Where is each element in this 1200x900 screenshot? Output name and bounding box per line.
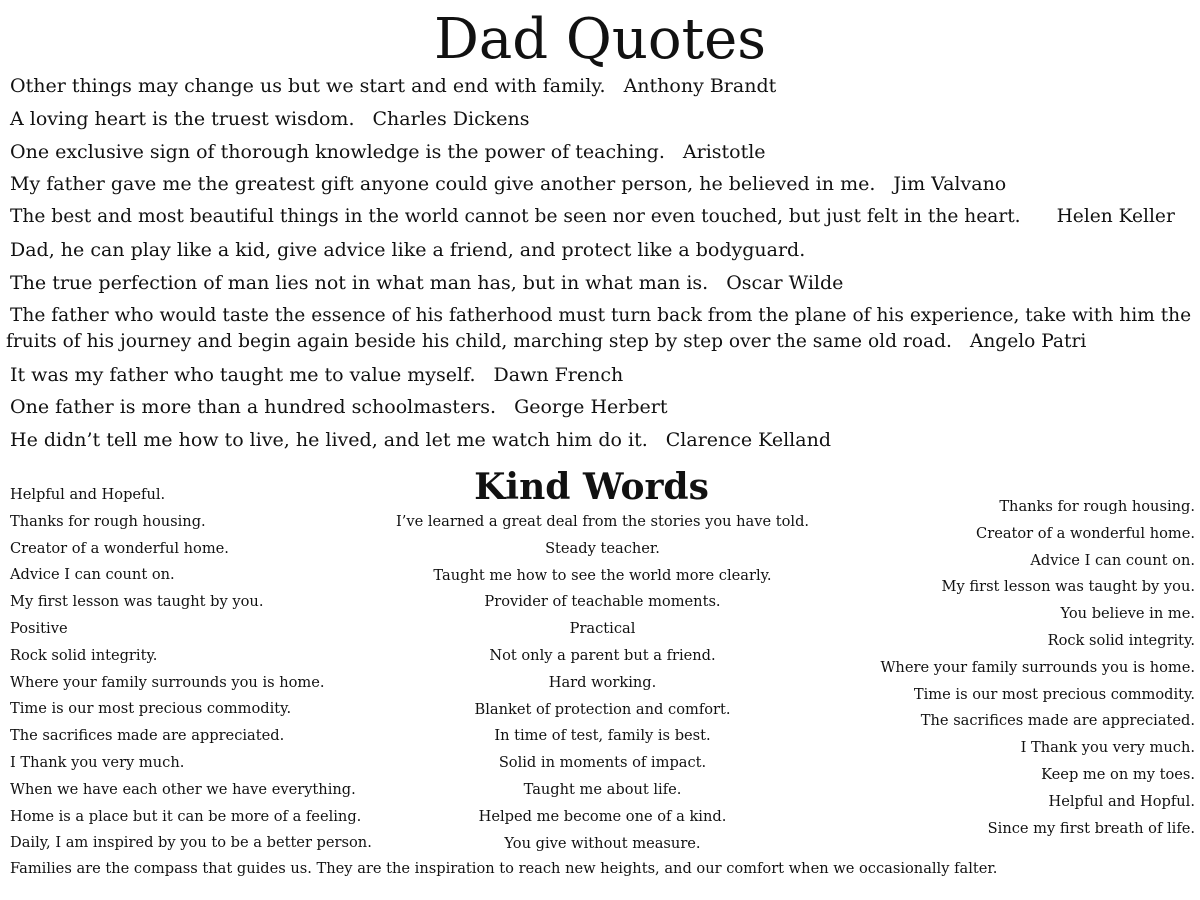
kind-word-item: The sacrifices made are appreciated. <box>920 712 1195 730</box>
kind-word-item: Thanks for rough housing. <box>999 498 1195 515</box>
quote-author: George Herbert <box>514 396 668 419</box>
quote-text: One exclusive sign of thorough knowledge is the power of teaching. <box>10 140 665 163</box>
quote-line <box>0 303 1200 355</box>
quote-text: The true perfection of man lies not in what man has, but in what man is. <box>10 271 709 294</box>
quote-line <box>0 70 1200 103</box>
kind-word-item: Thanks for rough housing. <box>10 512 206 530</box>
quote-author: Clarence Kelland <box>665 429 831 452</box>
quote-text: The best and most beautiful things in the world cannot be seen nor even touched, but just felt in the heart. <box>10 206 1021 228</box>
quote-text: The father who would taste the essence of his fatherhood must turn back from the plane of his experience, take with him the fruits of his journey and begin again beside his child, marching step by step over the same old road. <box>6 304 1192 352</box>
quote-text: A loving heart is the truest wisdom. <box>10 107 355 130</box>
quote-author: Dawn French <box>493 363 624 386</box>
kind-word-item: Taught me about life. <box>523 780 682 798</box>
page-title: Dad Quotes <box>433 7 766 72</box>
kind-word-item: Taught me how to see the world more clearly. <box>433 566 772 584</box>
kind-word-item: Helped me become one of a kind. <box>478 807 727 825</box>
kind-word-item: Keep me on my toes. <box>1041 765 1195 783</box>
kind-word-item: Where your family surrounds you is home. <box>10 673 325 691</box>
quote-text: One father is more than a hundred schoolmasters. <box>10 396 497 419</box>
quote-author: Anthony Brandt <box>623 75 777 97</box>
kind-word-item: Home is a place but it can be more of a feeling. <box>10 807 362 825</box>
quote-line <box>0 424 1200 457</box>
kind-word-item: Time is our most precious commodity. <box>913 685 1195 703</box>
kind-word-item: My first lesson was taught by you. <box>941 578 1195 596</box>
kind-word-item: Helpful and Hopeful. <box>10 486 166 503</box>
kind-word-item: Creator of a wonderful home. <box>976 524 1195 542</box>
kind-word-item: When we have each other we have everything. <box>10 780 356 798</box>
kind-word-item: Rock solid integrity. <box>1047 631 1195 649</box>
kind-word-item: Time is our most precious commodity. <box>10 700 292 718</box>
kind-word-item: The sacrifices made are appreciated. <box>10 727 285 745</box>
kind-word-item: My first lesson was taught by you. <box>10 593 264 611</box>
kind-word-item: Blanket of protection and comfort. <box>474 700 731 718</box>
closing-statement: Families are the compass that guides us. They are the inspiration to reach new heights, and our comfort when we occasionally falter. <box>10 860 998 877</box>
quote-author: Helen Keller <box>1056 206 1175 228</box>
kind-word-item: Advice I can count on. <box>10 566 175 584</box>
quote-author: Charles Dickens <box>372 107 530 130</box>
quote-author: Jim Valvano <box>893 173 1007 196</box>
kind-words-middle-column <box>375 509 830 857</box>
kind-word-item: In time of test, family is best. <box>494 727 711 745</box>
quote-line <box>0 201 1200 234</box>
kind-word-item: Where your family surrounds you is home. <box>880 658 1195 676</box>
quote-line <box>0 391 1200 424</box>
section-title: Kind Words <box>474 466 709 508</box>
kind-word-item: Helpful and Hopful. <box>1048 792 1195 810</box>
quote-text: It was my father who taught me to value myself. <box>10 363 476 386</box>
quote-author: Aristotle <box>682 140 766 163</box>
quote-line <box>0 103 1200 136</box>
kind-words-right-column <box>775 494 1195 842</box>
quote-text: My father gave me the greatest gift anyone could give another person, he believed in me. <box>10 173 876 196</box>
kind-word-item: I Thank you very much. <box>10 753 185 771</box>
quote-line <box>0 168 1200 201</box>
kind-word-item: Provider of teachable moments. <box>484 593 721 611</box>
kind-word-item: Daily, I am inspired by you to be a better person. <box>10 834 372 852</box>
kind-word-item: Solid in moments of impact. <box>498 754 707 772</box>
kind-word-item: Advice I can count on. <box>1030 551 1195 569</box>
quote-author: Angelo Patri <box>969 330 1087 352</box>
kind-word-item: I’ve learned a great deal from the stories you have told. <box>395 513 810 530</box>
quote-line <box>0 267 1200 300</box>
quote-text: Dad, he can play like a kid, give advice like a friend, and protect like a bodyguard. <box>10 238 806 261</box>
kind-word-item: Positive <box>10 619 68 637</box>
kind-word-item: You give without measure. <box>504 834 701 852</box>
quote-text: He didn’t tell me how to live, he lived, and let me watch him do it. <box>10 429 648 452</box>
kind-word-item: Practical <box>569 620 636 638</box>
quote-line <box>0 234 1200 267</box>
quotes-list <box>0 70 1200 457</box>
kind-words-left-column <box>10 482 410 857</box>
kind-word-item: Hard working. <box>548 673 657 691</box>
kind-word-item: Since my first breath of life. <box>987 819 1195 837</box>
quote-text: Other things may change us but we start and end with family. <box>10 75 606 97</box>
quote-author: Oscar Wilde <box>726 271 844 294</box>
kind-word-item: Creator of a wonderful home. <box>10 539 229 557</box>
kind-word-item: Not only a parent but a friend. <box>489 646 716 664</box>
quote-line <box>0 359 1200 392</box>
kind-word-item: I Thank you very much. <box>1020 739 1195 757</box>
quote-line <box>0 136 1200 169</box>
kind-word-item: Rock solid integrity. <box>10 646 158 664</box>
kind-word-item: You believe in me. <box>1060 605 1195 623</box>
kind-word-item: Steady teacher. <box>545 539 660 557</box>
